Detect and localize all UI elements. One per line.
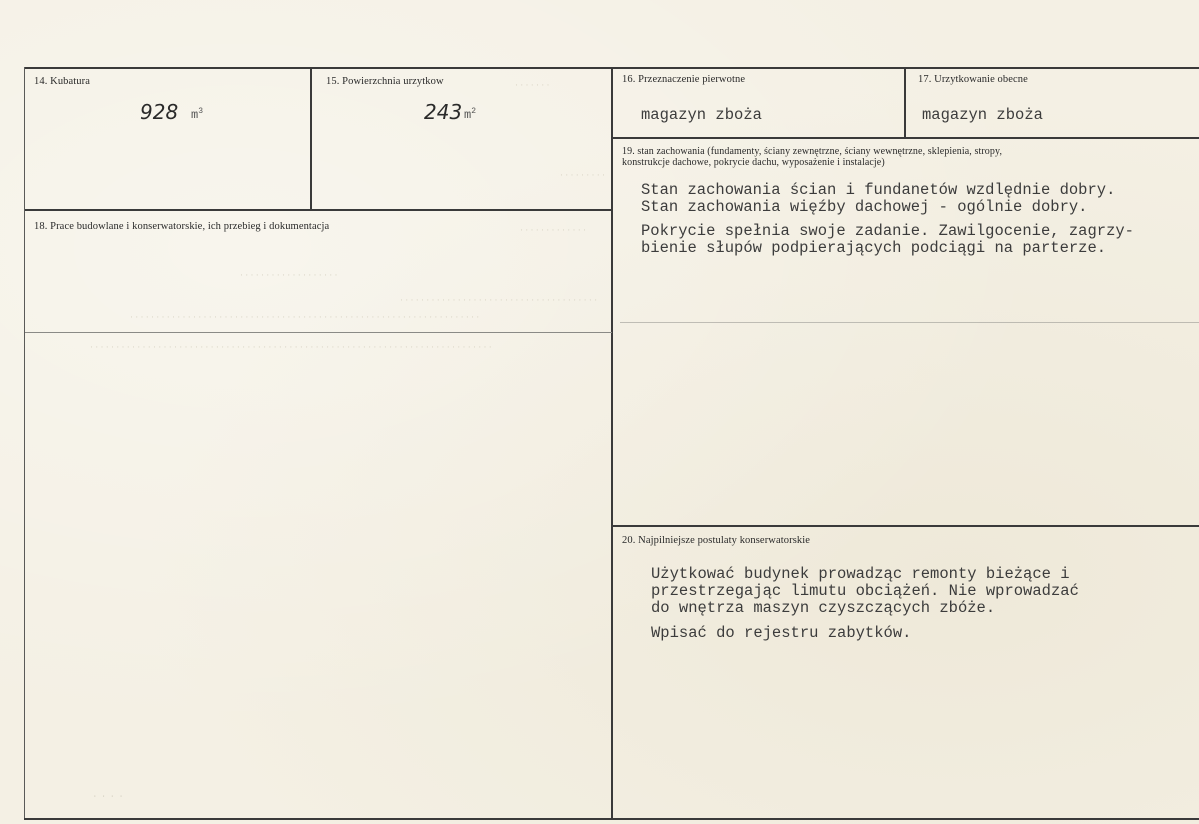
show-through-text: · · · · · · · · · · · · · · · · · · · · · · · · · · · · · · · · · · · · · · <box>400 295 598 305</box>
stan-text-line: Pokrycie spełnia swoje zadanie. Zawilgocenie, zagrzy- <box>641 222 1134 240</box>
powierzchnia-label: 15. Powierzchnia urzytkow <box>326 76 444 87</box>
border-left <box>24 67 25 819</box>
przeznaczenie-value: magazyn zboża <box>641 106 762 124</box>
show-through-text: · · · · · · · · · · · · · · · · · · · <box>240 270 338 280</box>
uzytkowanie-value: magazyn zboża <box>922 106 1043 124</box>
stan-label-line1: 19. stan zachowania (fundamenty, ściany zewnętrzne, ściany wewnętrzne, sklepienia, stropy, <box>622 146 1003 157</box>
show-through-text: · · · · · · · · · · · · · · · · · · · · · · · · · · · · · · · · · · · · · · · · · · · · · · · · · · · · · · · · · · · · · · · · · · · · · · · · · · · · · <box>90 342 492 352</box>
prace-label: 18. Prace budowlane i konserwatorskie, ich przebieg i dokumentacja <box>34 221 330 232</box>
faint-rule <box>25 332 612 333</box>
postulaty-text-line: Wpisać do rejestru zabytków. <box>651 624 912 642</box>
postulaty-text-line: do wnętrza maszyn czyszczących zbóże. <box>651 599 996 617</box>
show-through-text: · · · · · · · · · <box>560 170 605 180</box>
divider-row-19 <box>612 137 1199 139</box>
powierzchnia-value: 243 <box>424 100 463 124</box>
postulaty-text-line: Użytkować budynek prowadząc remonty bieżące i <box>651 565 1070 583</box>
stan-label-line2: konstrukcje dachowe, pokrycie dachu, wyposażenie i instalacje) <box>622 157 885 168</box>
stan-text-line: Stan zachowania ścian i fundanetów wzdlędnie dobry. <box>641 181 1116 199</box>
stan-text-line: Stan zachowania więźby dachowej - ogólnie dobry. <box>641 198 1088 216</box>
divider-center <box>611 68 613 820</box>
show-through-text: · · · · · · · <box>515 80 550 90</box>
show-through-text: · · · · · · · · · · · · · <box>520 225 586 235</box>
kubatura-value: 928 <box>140 100 179 124</box>
border-bottom <box>24 818 1199 820</box>
divider-14-15 <box>310 68 312 210</box>
divider-16-17 <box>904 68 906 138</box>
faint-rule <box>620 322 1199 323</box>
divider-row-18 <box>25 209 612 211</box>
uzytkowanie-label: 17. Urzytkowanie obecne <box>918 74 1028 85</box>
reverse-stamp: · · · · <box>92 790 123 802</box>
show-through-text: · · · · · · · · · · · · · · · · · · · · · · · · · · · · · · · · · · · · · · · · · · · · · · · · · · · · · · · · · · · · · · · · · · · <box>130 312 480 322</box>
przeznaczenie-label: 16. Przeznaczenie pierwotne <box>622 74 746 85</box>
divider-row-20 <box>612 525 1199 527</box>
postulaty-label: 20. Najpilniejsze postulaty konserwatorskie <box>622 535 811 546</box>
powierzchnia-unit: $m^2$ <box>464 107 477 122</box>
kubatura-label: 14. Kubatura <box>34 76 91 87</box>
postulaty-text-line: przestrzegając limutu obciążeń. Nie wprowadzać <box>651 582 1079 600</box>
stan-text-line: bienie słupów podpierających podciągi na parterze. <box>641 239 1107 257</box>
kubatura-unit: $m^3$ <box>191 107 204 122</box>
